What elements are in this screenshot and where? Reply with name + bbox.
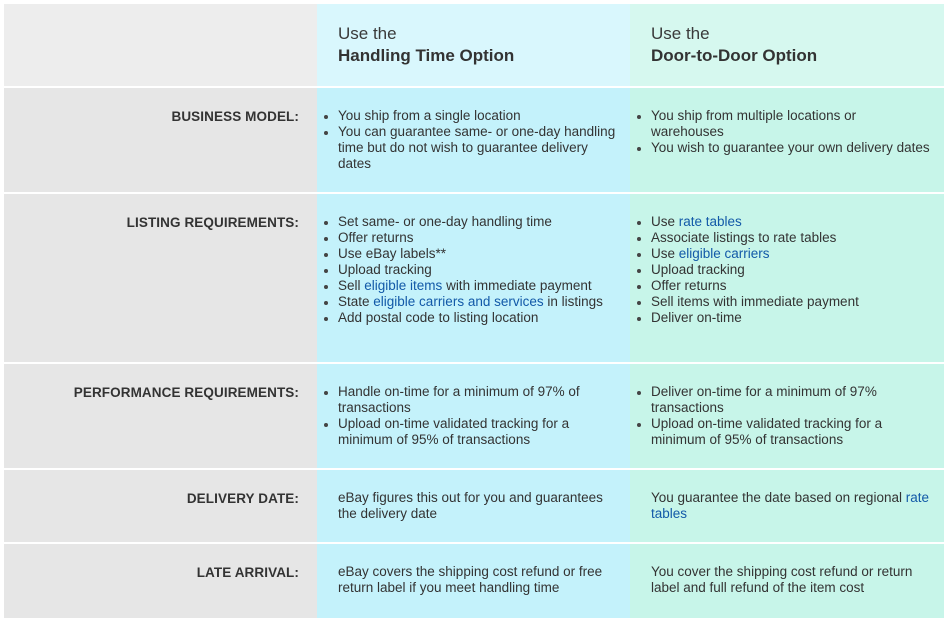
- row-label-cell: [4, 470, 317, 542]
- listing-requirements-label: LISTING REQUIREMENTS:: [126, 215, 299, 230]
- late-arrival-door-text: You cover the shipping cost refund or return label and full refund of the item cost: [651, 564, 913, 595]
- business-model-label: BUSINESS MODEL:: [171, 109, 299, 124]
- delivery-date-label: DELIVERY DATE:: [186, 491, 299, 506]
- rate-tables-link[interactable]: rate tables: [651, 490, 929, 521]
- list-item: Upload tracking: [651, 262, 931, 278]
- header-handling-intro: Use the: [338, 24, 397, 43]
- list-text: with immediate payment: [442, 278, 592, 293]
- list-item: Associate listings to rate tables: [651, 230, 931, 246]
- list-item: Upload on-time validated tracking for a minimum of 95% of transactions: [338, 416, 618, 448]
- list-item: Add postal code to listing location: [338, 310, 618, 326]
- door-cell: [630, 88, 944, 192]
- list-text: State: [338, 294, 374, 309]
- performance-requirements-label: PERFORMANCE REQUIREMENTS:: [73, 385, 299, 400]
- row-label-cell: [4, 364, 317, 468]
- header-door-intro: Use the: [651, 24, 710, 43]
- handling-cell: [317, 544, 630, 618]
- handling-cell: [317, 470, 630, 542]
- eligible-carriers-services-link[interactable]: eligible carriers and services: [373, 294, 544, 309]
- header-empty-cell: [4, 4, 317, 86]
- door-cell: [630, 364, 944, 468]
- list-item: You ship from a single location: [338, 108, 618, 124]
- list-item: Offer returns: [338, 230, 618, 246]
- list-item: [651, 246, 931, 262]
- list-item: Upload on-time validated tracking for a minimum of 95% of transactions: [651, 416, 931, 448]
- late-arrival-label: LATE ARRIVAL:: [196, 565, 299, 580]
- list-item: Deliver on-time: [651, 310, 931, 326]
- bullet-list: [651, 214, 931, 326]
- door-cell: [630, 194, 944, 362]
- late-arrival-handling-text: eBay covers the shipping cost refund or free return label if you meet handling time: [338, 564, 603, 595]
- listing-requirements-row: [4, 194, 944, 362]
- handling-cell: [317, 364, 630, 468]
- delivery-date-row: [4, 470, 944, 542]
- delivery-date-door-text: [651, 490, 931, 522]
- list-item: Use eBay labels**: [338, 246, 618, 262]
- row-label-cell: [4, 544, 317, 618]
- list-item: Offer returns: [651, 278, 931, 294]
- handling-cell: [317, 88, 630, 192]
- paragraph-text: You guarantee the date based on regional: [651, 490, 906, 505]
- rate-tables-link[interactable]: rate tables: [678, 214, 742, 229]
- row-label-cell: [4, 88, 317, 192]
- eligible-items-link[interactable]: eligible items: [364, 278, 443, 293]
- door-cell: [630, 470, 944, 542]
- delivery-date-handling-text: eBay figures this out for you and guarantees the delivery date: [338, 490, 603, 521]
- list-text: Use: [651, 246, 679, 261]
- list-item: You can guarantee same- or one-day handling time but do not wish to guarantee delivery dates: [338, 124, 618, 172]
- bullet-list: [651, 108, 931, 156]
- header-handling-time: [317, 4, 630, 86]
- performance-requirements-row: [4, 364, 944, 468]
- header-handling-title: Handling Time Option: [338, 46, 515, 65]
- list-text: Use: [651, 214, 679, 229]
- bullet-list: [338, 214, 618, 326]
- list-item: Handle on-time for a minimum of 97% of transactions: [338, 384, 618, 416]
- bullet-list: [338, 108, 618, 172]
- header-door-to-door: [630, 4, 944, 86]
- bullet-list: [338, 384, 618, 448]
- list-item: Deliver on-time for a minimum of 97% transactions: [651, 384, 931, 416]
- eligible-carriers-link[interactable]: eligible carriers: [678, 246, 770, 261]
- list-item: Upload tracking: [338, 262, 618, 278]
- door-cell: [630, 544, 944, 618]
- header-door-title: Door-to-Door Option: [651, 46, 818, 65]
- list-item: [338, 278, 618, 294]
- row-label-cell: [4, 194, 317, 362]
- header-row: [4, 4, 944, 86]
- list-item: You ship from multiple locations or warehouses: [651, 108, 931, 140]
- list-item: [338, 294, 618, 310]
- business-model-row: [4, 88, 944, 192]
- list-item: Sell items with immediate payment: [651, 294, 931, 310]
- list-item: Set same- or one-day handling time: [338, 214, 618, 230]
- handling-cell: [317, 194, 630, 362]
- late-arrival-row: [4, 544, 944, 618]
- list-text: in listings: [543, 294, 603, 309]
- list-item: You wish to guarantee your own delivery dates: [651, 140, 930, 155]
- list-item: [651, 214, 931, 230]
- bullet-list: [651, 384, 931, 448]
- list-text: Sell: [338, 278, 365, 293]
